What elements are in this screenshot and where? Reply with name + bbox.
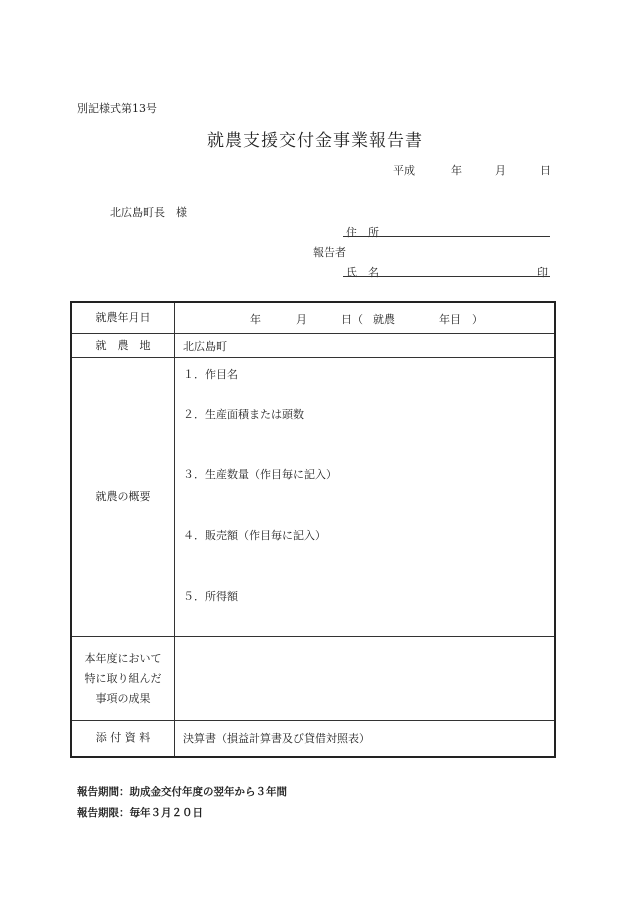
overview-item-area: ２．生産面積または頭数 bbox=[183, 408, 304, 421]
row-results bbox=[71, 637, 555, 721]
start-date-value[interactable] bbox=[175, 302, 556, 334]
row-start-date bbox=[71, 302, 555, 334]
form-number: 別記様式第13号 bbox=[77, 102, 157, 115]
row-overview bbox=[71, 358, 555, 637]
start-date-day: 日（ bbox=[341, 313, 363, 326]
results-label-line: 特に取り組んだ bbox=[84, 671, 162, 685]
address-label: 住 所 bbox=[346, 226, 379, 239]
date-year: 年 bbox=[451, 164, 462, 177]
report-table bbox=[70, 301, 556, 758]
start-date-farming: 就農 bbox=[373, 313, 395, 326]
farm-location-value[interactable]: 北広島町 bbox=[175, 334, 556, 358]
name-label: 氏 名 bbox=[346, 266, 379, 279]
results-label bbox=[71, 637, 175, 721]
attachments-label: 添 付 資 料 bbox=[71, 721, 175, 757]
results-label-line: 事項の成果 bbox=[95, 691, 151, 705]
reporter-label: 報告者 bbox=[313, 246, 346, 259]
results-label-line: 本年度において bbox=[84, 651, 162, 665]
start-date-label: 就農年月日 bbox=[71, 302, 175, 334]
addressee: 北広島町長 様 bbox=[110, 206, 187, 219]
row-farm-location bbox=[71, 334, 555, 358]
start-date-nth-year: 年目 ） bbox=[439, 313, 483, 326]
name-line[interactable] bbox=[343, 276, 550, 277]
results-value[interactable] bbox=[175, 637, 556, 721]
overview-label: 就農の概要 bbox=[71, 358, 175, 637]
overview-item-crop: １．作目名 bbox=[183, 368, 238, 381]
note-report-deadline: 報告期限：毎年３月２０日 bbox=[77, 807, 203, 819]
address-line[interactable] bbox=[343, 236, 550, 237]
attachments-value[interactable]: 決算書（損益計算書及び貸借対照表） bbox=[175, 721, 556, 757]
note-report-period: 報告期間：助成金交付年度の翌年から３年間 bbox=[77, 786, 287, 798]
seal-mark: 印 bbox=[537, 266, 548, 279]
farm-location-label: 就 農 地 bbox=[71, 334, 175, 358]
date-month: 月 bbox=[495, 164, 506, 177]
row-attachments bbox=[71, 721, 555, 757]
overview-item-quantity: ３．生産数量（作目毎に記入） bbox=[183, 468, 337, 481]
date-day: 日 bbox=[540, 164, 551, 177]
overview-item-sales: ４．販売額（作目毎に記入） bbox=[183, 529, 326, 542]
overview-value[interactable] bbox=[175, 358, 556, 637]
overview-item-income: ５．所得額 bbox=[183, 590, 238, 603]
start-date-month: 月 bbox=[296, 313, 307, 326]
date-era: 平成 bbox=[393, 164, 415, 177]
document-title: 就農支援交付金事業報告書 bbox=[207, 131, 423, 151]
start-date-year: 年 bbox=[250, 313, 261, 326]
